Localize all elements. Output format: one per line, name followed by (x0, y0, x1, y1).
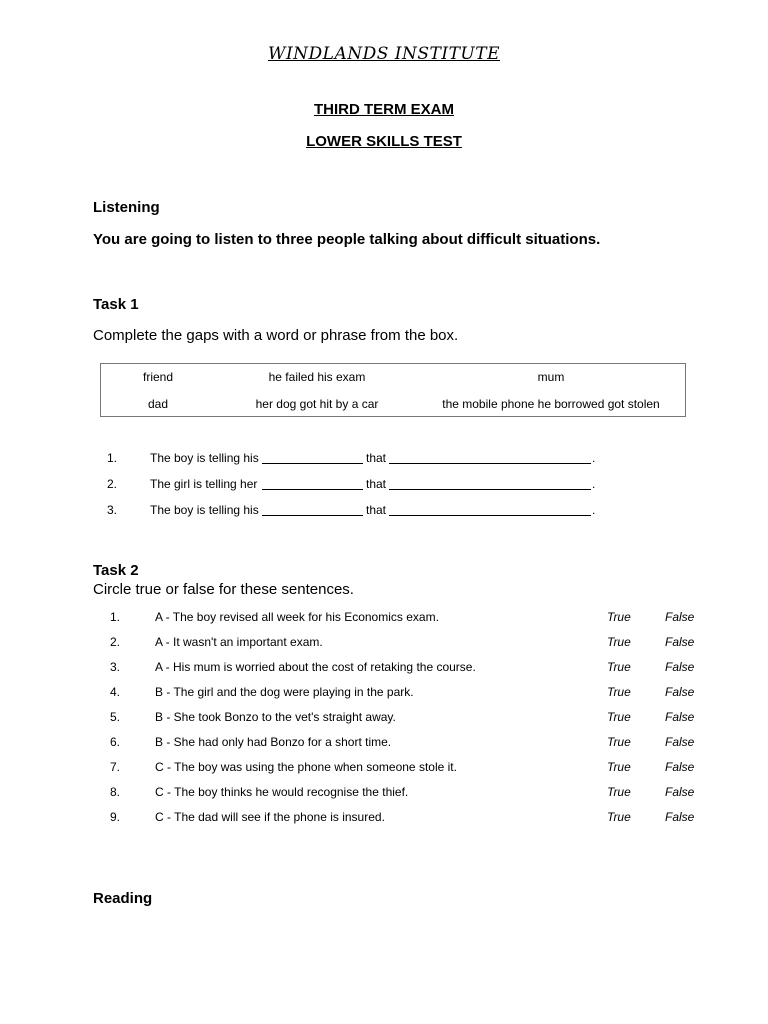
answer-blank[interactable] (262, 489, 363, 490)
exam-subtitle: LOWER SKILLS TEST (306, 133, 462, 150)
item-statement: B - The girl and the dog were playing in the park. (155, 685, 414, 699)
false-option[interactable]: False (665, 810, 695, 824)
task1-instruction: Complete the gaps with a word or phrase from the box. (93, 327, 459, 344)
item-number: 8. (110, 785, 121, 799)
true-false-item (0, 635, 768, 651)
true-option[interactable]: True (607, 785, 631, 799)
item-number: 4. (110, 685, 121, 699)
task2-heading: Task 2 (93, 562, 139, 579)
true-option[interactable]: True (607, 685, 631, 699)
item-statement: A - His mum is worried about the cost of retaking the course. (155, 660, 476, 674)
true-false-item (0, 710, 768, 726)
true-false-item (0, 785, 768, 801)
listening-heading: Listening (93, 199, 160, 216)
item-statement: C - The boy thinks he would recognise the thief. (155, 785, 409, 799)
reading-heading: Reading (93, 890, 153, 907)
item-text: . (592, 503, 596, 517)
item-text: The boy is telling his (150, 503, 259, 517)
listening-intro: You are going to listen to three people talking about difficult situations. (93, 231, 601, 248)
item-number: 9. (110, 810, 121, 824)
item-number: 3. (107, 503, 118, 517)
item-number: 5. (110, 710, 121, 724)
exam-title: THIRD TERM EXAM (314, 101, 454, 118)
true-false-item (0, 760, 768, 776)
answer-blank[interactable] (262, 515, 363, 516)
item-statement: B - She took Bonzo to the vet's straight away. (155, 710, 396, 724)
item-statement: C - The dad will see if the phone is insured. (155, 810, 385, 824)
answer-blank[interactable] (389, 489, 591, 490)
false-option[interactable]: False (665, 735, 695, 749)
true-option[interactable]: True (607, 760, 631, 774)
item-text: . (592, 451, 596, 465)
false-option[interactable]: False (665, 710, 695, 724)
item-text: that (366, 451, 387, 465)
item-statement: B - She had only had Bonzo for a short time. (155, 735, 392, 749)
item-text: that (366, 477, 387, 491)
item-text: that (366, 503, 387, 517)
task2-instruction: Circle true or false for these sentences. (93, 581, 354, 598)
true-option[interactable]: True (607, 710, 631, 724)
answer-blank[interactable] (262, 463, 363, 464)
task1-heading: Task 1 (93, 296, 139, 313)
institute-name: WINDLANDS INSTITUTE (267, 44, 501, 64)
true-option[interactable]: True (607, 810, 631, 824)
false-option[interactable]: False (665, 610, 695, 624)
item-number: 7. (110, 760, 121, 774)
answer-blank[interactable] (389, 515, 591, 516)
item-number: 6. (110, 735, 121, 749)
item-statement: C - The boy was using the phone when someone stole it. (155, 760, 457, 774)
true-option[interactable]: True (607, 735, 631, 749)
true-option[interactable]: True (607, 610, 631, 624)
word-box-item: her dog got hit by a car (255, 397, 379, 411)
true-option[interactable]: True (607, 660, 631, 674)
false-option[interactable]: False (665, 760, 695, 774)
gap-item (0, 451, 768, 467)
true-false-item (0, 810, 768, 826)
false-option[interactable]: False (665, 785, 695, 799)
item-number: 1. (110, 610, 121, 624)
word-box (100, 363, 686, 417)
true-false-item (0, 735, 768, 751)
item-number: 2. (110, 635, 121, 649)
item-number: 1. (107, 451, 118, 465)
false-option[interactable]: False (665, 660, 695, 674)
gap-item (0, 477, 768, 493)
false-option[interactable]: False (665, 685, 695, 699)
word-box-item: the mobile phone he borrowed got stolen (442, 397, 660, 411)
word-box-item: mum (537, 370, 565, 384)
answer-blank[interactable] (389, 463, 591, 464)
true-false-item (0, 610, 768, 626)
true-false-item (0, 660, 768, 676)
word-box-item: he failed his exam (268, 370, 366, 384)
item-text: The girl is telling her (150, 477, 258, 491)
item-text: . (592, 477, 596, 491)
item-number: 3. (110, 660, 121, 674)
gap-item (0, 503, 768, 519)
item-statement: A - The boy revised all week for his Economics exam. (155, 610, 439, 624)
false-option[interactable]: False (665, 635, 695, 649)
true-option[interactable]: True (607, 635, 631, 649)
item-text: The boy is telling his (150, 451, 259, 465)
word-box-item: dad (147, 397, 169, 411)
true-false-item (0, 685, 768, 701)
word-box-item: friend (142, 370, 174, 384)
item-number: 2. (107, 477, 118, 491)
item-statement: A - It wasn't an important exam. (155, 635, 323, 649)
